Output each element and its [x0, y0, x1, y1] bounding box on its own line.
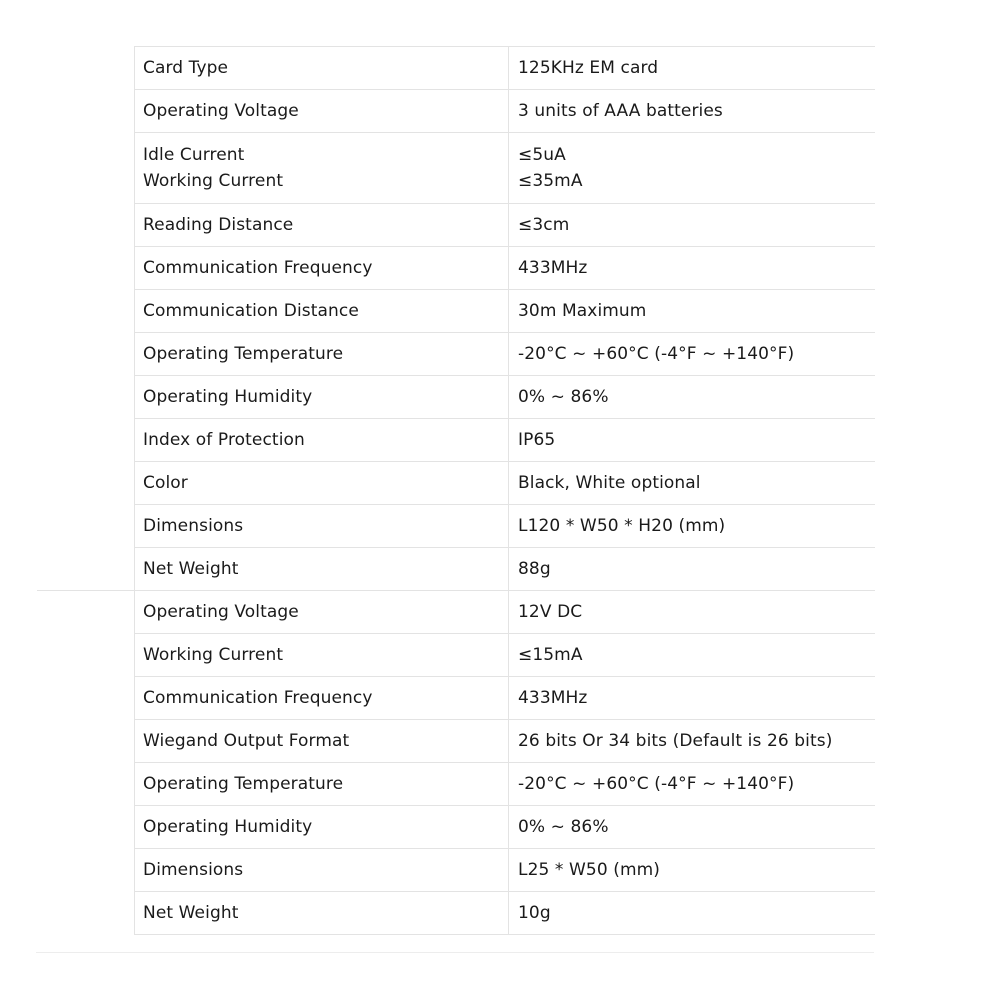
- spec-value: 0% ~ 86%: [518, 387, 609, 407]
- spec-label: Net Weight: [143, 559, 239, 579]
- spec-value-cell: [509, 462, 875, 504]
- table-row: [135, 634, 875, 677]
- spec-value: ≤15mA: [518, 645, 583, 665]
- spec-label-cell: [135, 90, 509, 132]
- spec-label: Card Type: [143, 58, 229, 78]
- spec-label: Working Current: [143, 645, 284, 665]
- spec-value: 3 units of AAA batteries: [518, 101, 723, 121]
- spec-label: Communication Distance: [143, 301, 359, 321]
- spec-label-cell: [135, 462, 509, 504]
- table-row: [135, 333, 875, 376]
- table-row: [135, 247, 875, 290]
- spec-label-cell: [135, 505, 509, 547]
- spec-value: Black, White optional: [518, 473, 701, 493]
- table-row: [135, 763, 875, 806]
- spec-label: Operating Humidity: [143, 387, 313, 407]
- spec-value-cell: [509, 591, 875, 633]
- spec-value: 433MHz: [518, 688, 588, 708]
- spec-value-cell: [509, 634, 875, 676]
- spec-label-cell: [135, 247, 509, 289]
- table-row: [135, 90, 875, 133]
- spec-label-cell: [135, 892, 509, 934]
- spec-label-cell: [135, 204, 509, 246]
- spec-label: Idle Current: [143, 145, 245, 165]
- table-row: [135, 849, 875, 892]
- spec-value-cell: [509, 47, 875, 89]
- spec-value: 10g: [518, 903, 551, 923]
- spec-label-cell: [135, 419, 509, 461]
- spec-label: Dimensions: [143, 516, 244, 536]
- spec-label-cell: [135, 591, 509, 633]
- spec-value-cell: [509, 247, 875, 289]
- table-row: [135, 892, 875, 935]
- bottom-divider: [36, 952, 874, 953]
- spec-table: [134, 46, 875, 935]
- spec-label: Index of Protection: [143, 430, 305, 450]
- spec-value-cell: [509, 505, 875, 547]
- spec-label-cell: [135, 376, 509, 418]
- spec-label: Working Current: [143, 171, 284, 191]
- spec-value: ≤5uA: [518, 145, 566, 165]
- spec-label: Dimensions: [143, 860, 244, 880]
- spec-value: -20°C ~ +60°C (-4°F ~ +140°F): [518, 344, 795, 364]
- table-row: [135, 548, 875, 591]
- spec-value: ≤35mA: [518, 171, 583, 191]
- spec-value: 26 bits Or 34 bits (Default is 26 bits): [518, 731, 833, 751]
- table-row: [135, 806, 875, 849]
- spec-value-cell: [509, 892, 875, 934]
- spec-label: Operating Voltage: [143, 101, 299, 121]
- spec-label: Operating Humidity: [143, 817, 313, 837]
- spec-label-cell: [135, 849, 509, 891]
- spec-value: L120 * W50 * H20 (mm): [518, 516, 726, 536]
- spec-label: Wiegand Output Format: [143, 731, 350, 751]
- spec-label-cell: [135, 47, 509, 89]
- spec-value-cell: [509, 548, 875, 590]
- spec-value: 125KHz EM card: [518, 58, 659, 78]
- spec-label-cell: [135, 133, 509, 203]
- spec-value: 12V DC: [518, 602, 583, 622]
- table-row: [135, 462, 875, 505]
- spec-label: Operating Voltage: [143, 602, 299, 622]
- spec-label-cell: [135, 720, 509, 762]
- table-row: [135, 720, 875, 763]
- spec-label-cell: [135, 677, 509, 719]
- table-row: [135, 376, 875, 419]
- table-row: [135, 204, 875, 247]
- spec-value: -20°C ~ +60°C (-4°F ~ +140°F): [518, 774, 795, 794]
- spec-value-cell: [509, 849, 875, 891]
- spec-label-cell: [135, 634, 509, 676]
- spec-value: IP65: [518, 430, 556, 450]
- spec-value: 88g: [518, 559, 551, 579]
- table-row: [135, 419, 875, 462]
- table-row: [135, 505, 875, 548]
- spec-label: Communication Frequency: [143, 688, 373, 708]
- spec-value: 0% ~ 86%: [518, 817, 609, 837]
- spec-value: 433MHz: [518, 258, 588, 278]
- spec-label: Reading Distance: [143, 215, 294, 235]
- spec-label-cell: [135, 763, 509, 805]
- spec-value: 30m Maximum: [518, 301, 647, 321]
- spec-label: Operating Temperature: [143, 774, 344, 794]
- spec-label-cell: [135, 806, 509, 848]
- spec-label: Operating Temperature: [143, 344, 344, 364]
- spec-value-cell: [509, 333, 875, 375]
- table-row: [135, 133, 875, 204]
- spec-label: Net Weight: [143, 903, 239, 923]
- spec-value-cell: [509, 419, 875, 461]
- spec-value-cell: [509, 204, 875, 246]
- spec-value: ≤3cm: [518, 215, 570, 235]
- spec-label-cell: [135, 290, 509, 332]
- spec-label-cell: [135, 333, 509, 375]
- spec-value-cell: [509, 720, 875, 762]
- spec-value-cell: [509, 90, 875, 132]
- spec-label: Color: [143, 473, 188, 493]
- spec-value-cell: [509, 133, 875, 203]
- spec-value-cell: [509, 290, 875, 332]
- spec-value-cell: [509, 677, 875, 719]
- spec-value-cell: [509, 376, 875, 418]
- spec-label: Communication Frequency: [143, 258, 373, 278]
- table-row: [135, 290, 875, 333]
- spec-value: L25 * W50 (mm): [518, 860, 661, 880]
- spec-value-cell: [509, 806, 875, 848]
- spec-value-cell: [509, 763, 875, 805]
- table-row: [135, 591, 875, 634]
- table-row: [135, 677, 875, 720]
- spec-label-cell: [135, 548, 509, 590]
- table-row: [135, 47, 875, 90]
